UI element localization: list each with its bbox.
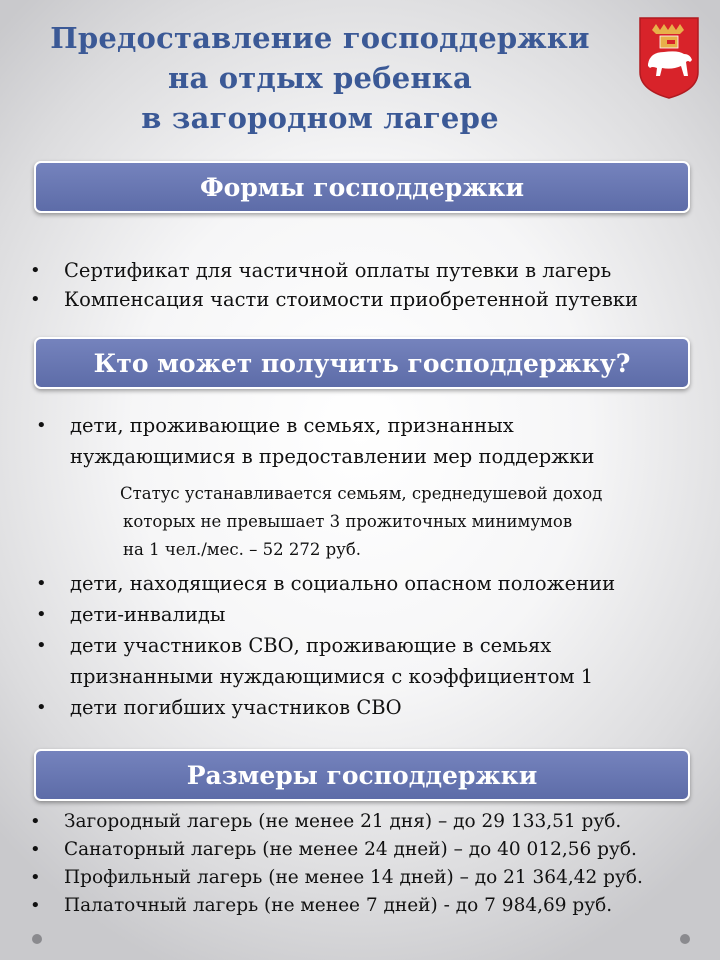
bullet: • [30,260,41,281]
bullet: • [30,811,41,832]
list-item: • дети погибших участников СВО [36,692,615,723]
note-line: которых не превышает 3 прожиточных минимумов [123,512,573,531]
income-note [120,480,602,564]
perm-bear-coat-of-arms-icon [636,14,702,100]
forms-heading: Формы господдержки [199,172,525,202]
page-title [20,18,620,138]
who-banner [34,337,690,389]
who-list [36,410,615,723]
forms-list [30,256,638,314]
bullet: • [30,895,41,916]
list-item: • дети, проживающие в семьях, признанных нуждающимися в предоставлении мер поддержки [36,410,615,472]
note-line: Статус устанавливается семьям, среднедушевой доход [120,484,603,503]
bullet: • [30,839,41,860]
bullet: • [36,573,47,594]
bullet: • [36,604,47,625]
bullet: • [36,415,47,436]
list-item: • Палаточный лагерь (не менее 7 дней) - до 7 984,69 руб. [30,892,643,920]
bullet: • [36,697,47,718]
title-line-1: Предоставление господдержки [50,21,590,55]
list-item: • Сертификат для частичной оплаты путевки в лагерь [30,256,638,285]
sizes-banner [34,749,690,801]
list-item: • дети-инвалиды [36,599,615,630]
forms-banner [34,161,690,213]
decorative-dot [680,934,690,944]
list-item: • дети участников СВО, проживающие в семьях признанными нуждающимися с коэффициентом 1 [36,630,615,692]
list-item: • Компенсация части стоимости приобретенной путевки [30,285,638,314]
note-line: на 1 чел./мес. – 52 272 руб. [123,540,362,559]
title-line-3: в загородном лагере [141,101,499,135]
list-item: • Загородный лагерь (не менее 21 дня) – до 29 133,51 руб. [30,808,643,836]
bullet: • [30,867,41,888]
sizes-list [30,808,643,920]
list-item: • дети, находящиеся в социально опасном положении [36,568,615,599]
who-heading: Кто может получить господдержку? [93,348,631,378]
list-item: • Санаторный лагерь (не менее 24 дней) – до 40 012,56 руб. [30,836,643,864]
list-item: • Профильный лагерь (не менее 14 дней) – до 21 364,42 руб. [30,864,643,892]
sizes-heading: Размеры господдержки [186,760,538,790]
decorative-dot [32,934,42,944]
bullet: • [30,289,41,310]
title-line-2: на отдых ребенка [168,61,472,95]
bullet: • [36,635,47,656]
